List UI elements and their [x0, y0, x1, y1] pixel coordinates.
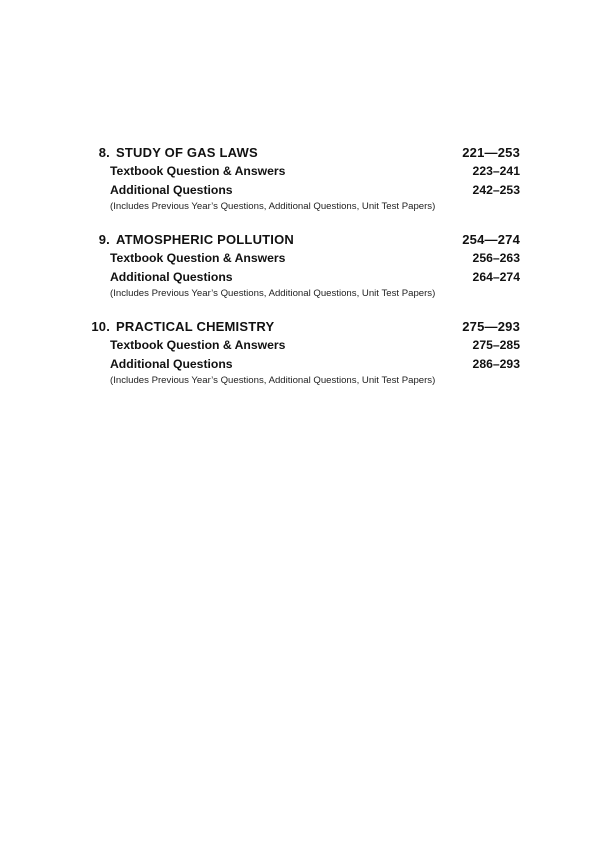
- chapter-title: PRACTICAL CHEMISTRY: [116, 319, 275, 334]
- toc-subitem-additional[interactable]: [88, 183, 520, 202]
- subitem-label: Textbook Question & Answers: [110, 251, 286, 265]
- chapter-title-group: [88, 319, 274, 334]
- toc-subitem-textbook[interactable]: [88, 251, 520, 270]
- subitem-page-range: 275–285: [472, 338, 520, 352]
- toc-chapter-8: [88, 145, 520, 216]
- chapter-title: STUDY OF GAS LAWS: [116, 145, 258, 160]
- subitem-page-range: 223–241: [472, 164, 520, 178]
- subitem-label: Additional Questions: [110, 182, 233, 197]
- toc-subitem-textbook[interactable]: [88, 164, 520, 183]
- subitem-label: Textbook Question & Answers: [110, 164, 286, 178]
- chapter-heading-row[interactable]: [88, 319, 520, 338]
- table-of-contents: [88, 145, 520, 406]
- chapter-page-range: 275—293: [462, 319, 520, 334]
- chapter-heading-row[interactable]: [88, 145, 520, 164]
- subitem-label: Additional Questions: [110, 356, 233, 371]
- chapter-title-group: [88, 232, 294, 247]
- chapter-note: (Includes Previous Year’s Questions, Additional Questions, Unit Test Papers): [110, 375, 436, 386]
- toc-chapter-9: [88, 232, 520, 303]
- chapter-page-range: 254—274: [462, 232, 520, 247]
- toc-chapter-10: [88, 319, 520, 390]
- subitem-page-range: 256–263: [472, 251, 520, 265]
- toc-subitem-additional[interactable]: [88, 270, 520, 289]
- subitem-page-range: 286–293: [472, 356, 520, 371]
- subitem-page-range: 264–274: [472, 269, 520, 284]
- chapter-heading-row[interactable]: [88, 232, 520, 251]
- chapter-title: ATMOSPHERIC POLLUTION: [116, 232, 295, 247]
- chapter-title-group: [88, 145, 258, 160]
- chapter-number: 8.: [98, 145, 110, 160]
- chapter-note: (Includes Previous Year’s Questions, Additional Questions, Unit Test Papers): [110, 288, 436, 299]
- chapter-number: 9.: [98, 232, 110, 247]
- toc-subitem-additional[interactable]: [88, 357, 520, 376]
- chapter-number: 10.: [91, 319, 110, 334]
- subitem-label: Additional Questions: [110, 269, 233, 284]
- chapter-note: (Includes Previous Year’s Questions, Additional Questions, Unit Test Papers): [110, 201, 436, 212]
- subitem-label: Textbook Question & Answers: [110, 338, 286, 352]
- chapter-page-range: 221—253: [462, 145, 520, 160]
- toc-subitem-textbook[interactable]: [88, 338, 520, 357]
- subitem-page-range: 242–253: [472, 182, 520, 197]
